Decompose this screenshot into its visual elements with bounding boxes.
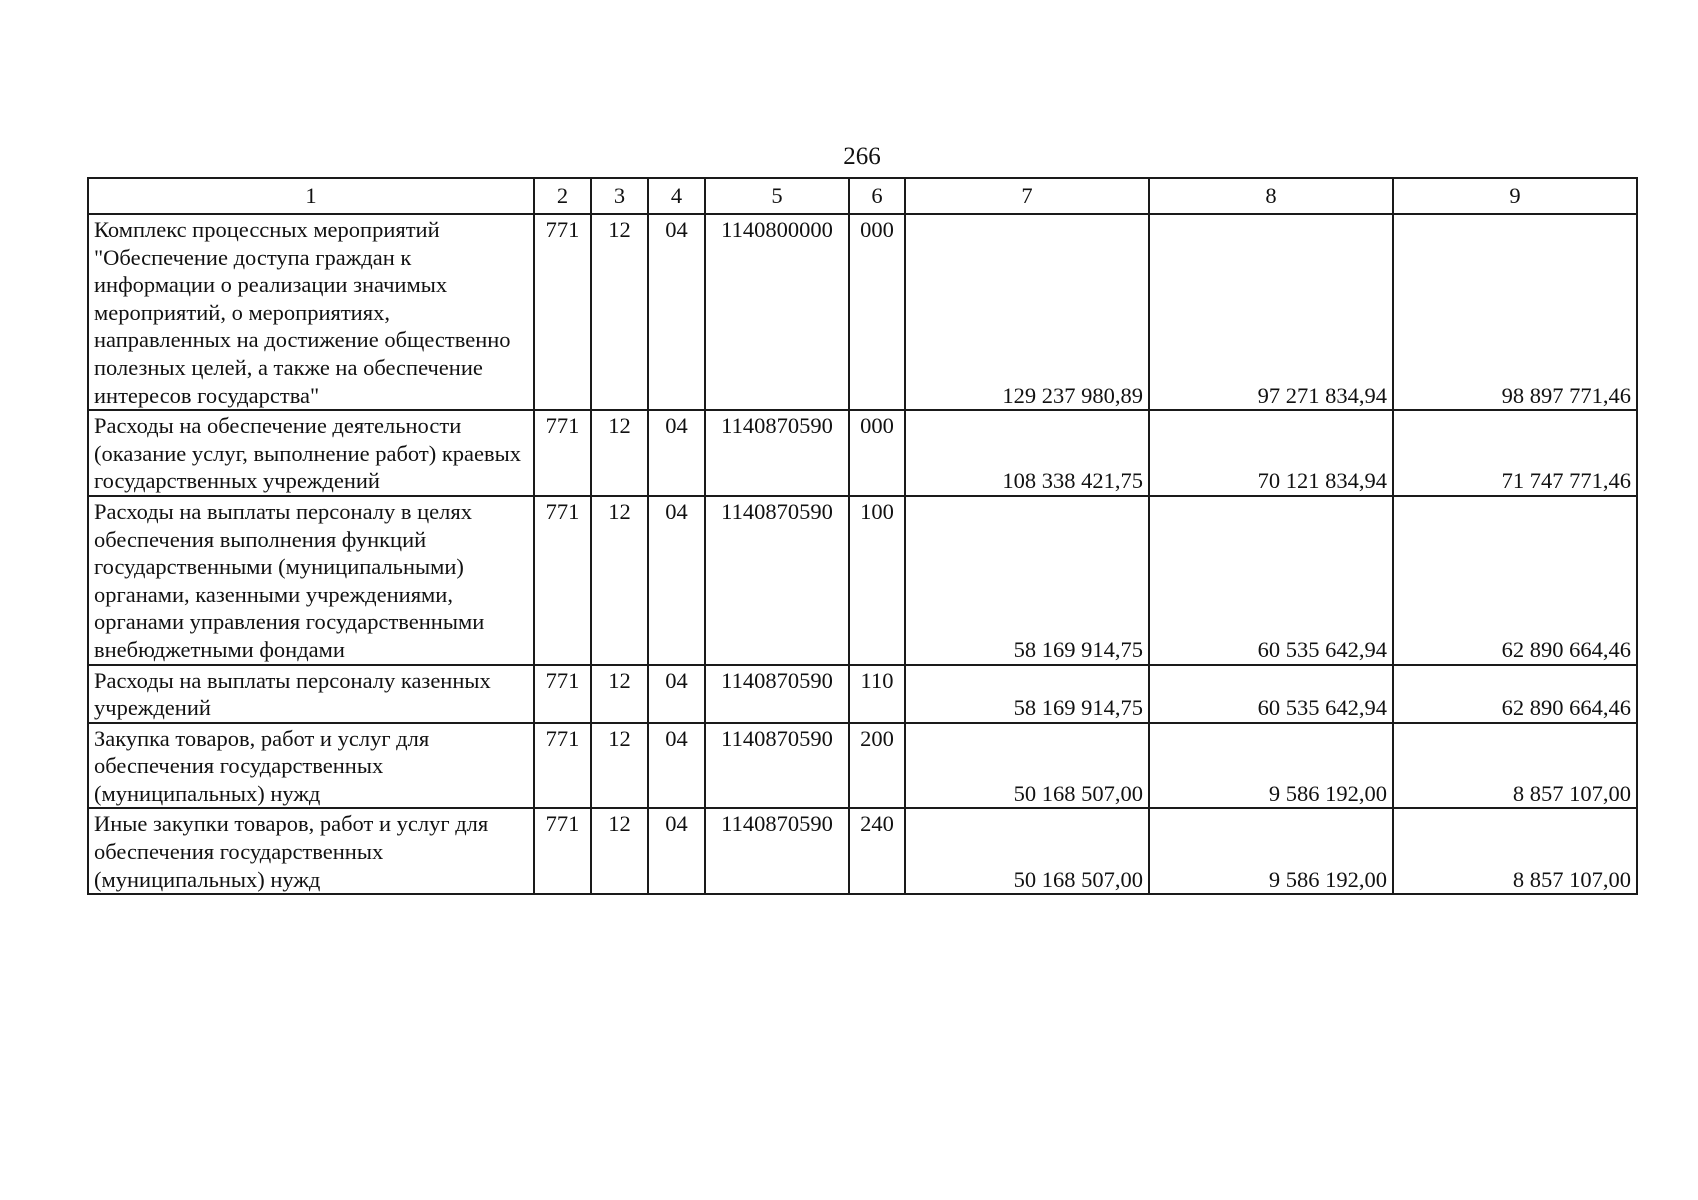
table-row [88, 496, 1637, 665]
row-section-code: 12 [591, 665, 648, 723]
row-amount-col9: 8 857 107,00 [1393, 808, 1637, 894]
header-row [88, 178, 1637, 214]
row-target-code: 1140870590 [705, 496, 849, 665]
row-ministry-code: 771 [534, 214, 591, 410]
row-name: Расходы на выплаты персоналу в целях обеспечения выполнения функций государственными (муниципальными) органами, казенными учреждениями, органами управления государственными внебюджетными фондами [88, 496, 534, 665]
row-amount-col9: 8 857 107,00 [1393, 723, 1637, 809]
row-name: Расходы на выплаты персоналу казенных учреждений [88, 665, 534, 723]
row-amount-col7: 50 168 507,00 [905, 723, 1149, 809]
row-subsection-code: 04 [648, 723, 705, 809]
row-ministry-code: 771 [534, 808, 591, 894]
header-col-2: 2 [534, 178, 591, 214]
header-col-3: 3 [591, 178, 648, 214]
row-target-code: 1140800000 [705, 214, 849, 410]
row-expense-type-code: 200 [849, 723, 905, 809]
row-name: Иные закупки товаров, работ и услуг для обеспечения государственных (муниципальных) нужд [88, 808, 534, 894]
table-row [88, 723, 1637, 809]
row-subsection-code: 04 [648, 665, 705, 723]
row-name: Расходы на обеспечение деятельности (оказание услуг, выполнение работ) краевых государственных учреждений [88, 410, 534, 496]
row-name: Закупка товаров, работ и услуг для обеспечения государственных (муниципальных) нужд [88, 723, 534, 809]
row-amount-col8: 60 535 642,94 [1149, 496, 1393, 665]
row-target-code: 1140870590 [705, 808, 849, 894]
page-number: 266 [843, 143, 881, 170]
row-amount-col8: 9 586 192,00 [1149, 723, 1393, 809]
row-amount-col7: 58 169 914,75 [905, 665, 1149, 723]
row-subsection-code: 04 [648, 496, 705, 665]
row-amount-col7: 58 169 914,75 [905, 496, 1149, 665]
row-amount-col8: 9 586 192,00 [1149, 808, 1393, 894]
table-row [88, 808, 1637, 894]
row-section-code: 12 [591, 214, 648, 410]
row-expense-type-code: 100 [849, 496, 905, 665]
table-body [88, 214, 1637, 894]
row-amount-col9: 71 747 771,46 [1393, 410, 1637, 496]
row-amount-col9: 62 890 664,46 [1393, 496, 1637, 665]
row-section-code: 12 [591, 723, 648, 809]
table-row [88, 665, 1637, 723]
row-section-code: 12 [591, 496, 648, 665]
row-expense-type-code: 000 [849, 214, 905, 410]
row-subsection-code: 04 [648, 214, 705, 410]
header-col-8: 8 [1149, 178, 1393, 214]
header-col-1: 1 [88, 178, 534, 214]
header-col-9: 9 [1393, 178, 1637, 214]
row-amount-col7: 129 237 980,89 [905, 214, 1149, 410]
row-amount-col8: 60 535 642,94 [1149, 665, 1393, 723]
row-section-code: 12 [591, 410, 648, 496]
row-target-code: 1140870590 [705, 665, 849, 723]
table-row [88, 410, 1637, 496]
row-expense-type-code: 240 [849, 808, 905, 894]
row-amount-col9: 98 897 771,46 [1393, 214, 1637, 410]
table-header [88, 178, 1637, 214]
row-expense-type-code: 000 [849, 410, 905, 496]
budget-table [87, 177, 1638, 895]
row-amount-col7: 108 338 421,75 [905, 410, 1149, 496]
row-expense-type-code: 110 [849, 665, 905, 723]
row-subsection-code: 04 [648, 410, 705, 496]
row-amount-col8: 70 121 834,94 [1149, 410, 1393, 496]
header-col-7: 7 [905, 178, 1149, 214]
row-target-code: 1140870590 [705, 410, 849, 496]
header-col-5: 5 [705, 178, 849, 214]
row-ministry-code: 771 [534, 410, 591, 496]
row-amount-col9: 62 890 664,46 [1393, 665, 1637, 723]
row-ministry-code: 771 [534, 665, 591, 723]
row-amount-col7: 50 168 507,00 [905, 808, 1149, 894]
table-row [88, 214, 1637, 410]
row-name: Комплекс процессных мероприятий "Обеспечение доступа граждан к информации о реализации значимых мероприятий, о мероприятиях, направленных на достижение общественно полезных целей, а также на обеспечение интересов государства" [88, 214, 534, 410]
header-col-4: 4 [648, 178, 705, 214]
row-ministry-code: 771 [534, 723, 591, 809]
row-section-code: 12 [591, 808, 648, 894]
row-amount-col8: 97 271 834,94 [1149, 214, 1393, 410]
row-target-code: 1140870590 [705, 723, 849, 809]
row-subsection-code: 04 [648, 808, 705, 894]
row-ministry-code: 771 [534, 496, 591, 665]
header-col-6: 6 [849, 178, 905, 214]
